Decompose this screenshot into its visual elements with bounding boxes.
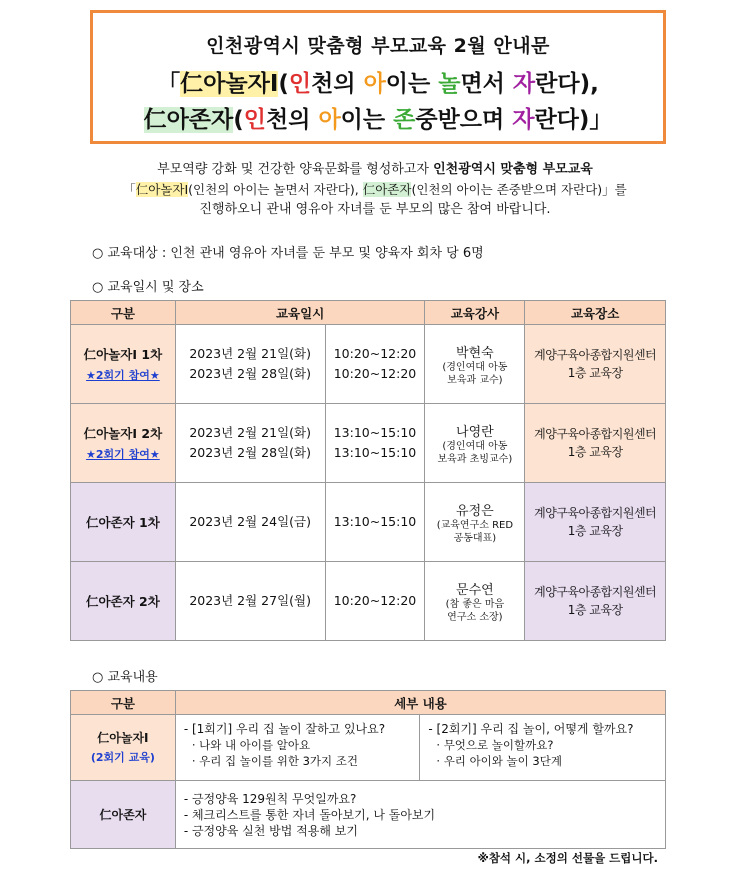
session-lecturer: 나영란 (경인여대 아동 보육과 초빙교수) xyxy=(425,404,525,483)
table-row xyxy=(71,404,666,483)
session-place: 계양구육아종합지원센터 1층 교육장 xyxy=(525,483,666,562)
content-detail: - 긍정양육 129원칙 무엇일까요? - 체크리스트를 통한 자녀 돌아보기, 나 돌아보기 - 긍정양육 실천 방법 적용해 보기 xyxy=(175,781,665,849)
session-times: 10:20~12:20 xyxy=(325,562,425,641)
bullet-schedule: ○ 교육일시 및 장소 xyxy=(92,280,204,295)
content-header-detail: 세부 내용 xyxy=(175,691,665,715)
table-row xyxy=(71,715,666,781)
session-dates: 2023년 2월 24일(금) xyxy=(175,483,325,562)
header-lecturer: 교육강사 xyxy=(425,301,525,325)
doc-title: 인천광역시 맞춤형 부모교육 2월 안내문 xyxy=(206,35,550,57)
content-header-category: 구분 xyxy=(71,691,176,715)
intro-line-3: 진행하오니 관내 영유아 자녀를 둔 부모의 많은 참여 바랍니다. xyxy=(199,202,551,217)
session-times: 13:10~15:10 xyxy=(325,483,425,562)
session-times: 13:10~15:10 13:10~15:10 xyxy=(325,404,425,483)
bullet-content: ○ 교육내용 xyxy=(92,670,158,685)
session-label: 仁아존자 2차 xyxy=(71,562,176,641)
intro-line-1: 부모역량 강화 및 건강한 양육문화를 형성하고자 인천광역시 맞춤형 부모교육 xyxy=(157,162,593,177)
session-dates: 2023년 2월 27일(월) xyxy=(175,562,325,641)
session-dates: 2023년 2월 21일(화) 2023년 2월 28일(화) xyxy=(175,404,325,483)
table-row xyxy=(71,781,666,849)
content-label: 仁아놀자Ⅰ (2회기 교육) xyxy=(71,715,176,781)
bullet-target: ○ 교육대상 : 인천 관내 영유아 자녀를 둔 부모 및 양육자 회차 당 6명 xyxy=(92,246,484,261)
schedule-table xyxy=(70,300,666,641)
content-detail-left: - [1회기] 우리 집 놀이 잘하고 있나요? · 나와 내 아이를 알아요 · 우리 집 놀이를 위한 3가지 조건 xyxy=(175,715,420,781)
session-lecturer: 박현숙 (경인여대 아동 보육과 교수) xyxy=(425,325,525,404)
session-lecturer: 문수연 (참 좋은 마음 연구소 소장) xyxy=(425,562,525,641)
schedule-header-row xyxy=(71,301,666,325)
table-row xyxy=(71,325,666,404)
session-lecturer: 유정은 (교육연구소 RED 공동대표) xyxy=(425,483,525,562)
title-box xyxy=(90,10,666,144)
intro-line-2: 「仁아놀자Ⅰ(인천의 아이는 놀면서 자란다), 仁아존자(인천의 아이는 존중받으며 자란다)」를 xyxy=(123,182,627,197)
gift-note: ※참석 시, 소정의 선물을 드립니다. xyxy=(477,851,658,865)
session-times: 10:20~12:20 10:20~12:20 xyxy=(325,325,425,404)
session-place: 계양구육아종합지원센터 1층 교육장 xyxy=(525,562,666,641)
intro-paragraph xyxy=(60,160,690,220)
table-row xyxy=(71,562,666,641)
session-dates: 2023년 2월 21일(화) 2023년 2월 28일(화) xyxy=(175,325,325,404)
session-label: 仁아놀자Ⅰ 2차 ★2회기 참여★ xyxy=(71,404,176,483)
table-row xyxy=(71,483,666,562)
content-detail-right: - [2회기] 우리 집 놀이, 어떻게 할까요? · 무엇으로 놀이할까요? · 우리 아이와 놀이 3단계 xyxy=(420,715,666,781)
program-title-1: 「仁아놀자Ⅰ(인천의 아이는 놀면서 자란다), xyxy=(157,71,599,97)
content-label: 仁아존자 xyxy=(71,781,176,849)
header-category: 구분 xyxy=(71,301,176,325)
session-label: 仁아놀자Ⅰ 1차 ★2회기 참여★ xyxy=(71,325,176,404)
program-title-2: 仁아존자(인천의 아이는 존중받으며 자란다)」 xyxy=(143,107,613,133)
content-table xyxy=(70,690,666,849)
content-header-row xyxy=(71,691,666,715)
session-place: 계양구육아종합지원센터 1층 교육장 xyxy=(525,325,666,404)
session-place: 계양구육아종합지원센터 1층 교육장 xyxy=(525,404,666,483)
header-place: 교육장소 xyxy=(525,301,666,325)
header-datetime: 교육일시 xyxy=(175,301,425,325)
session-label: 仁아존자 1차 xyxy=(71,483,176,562)
